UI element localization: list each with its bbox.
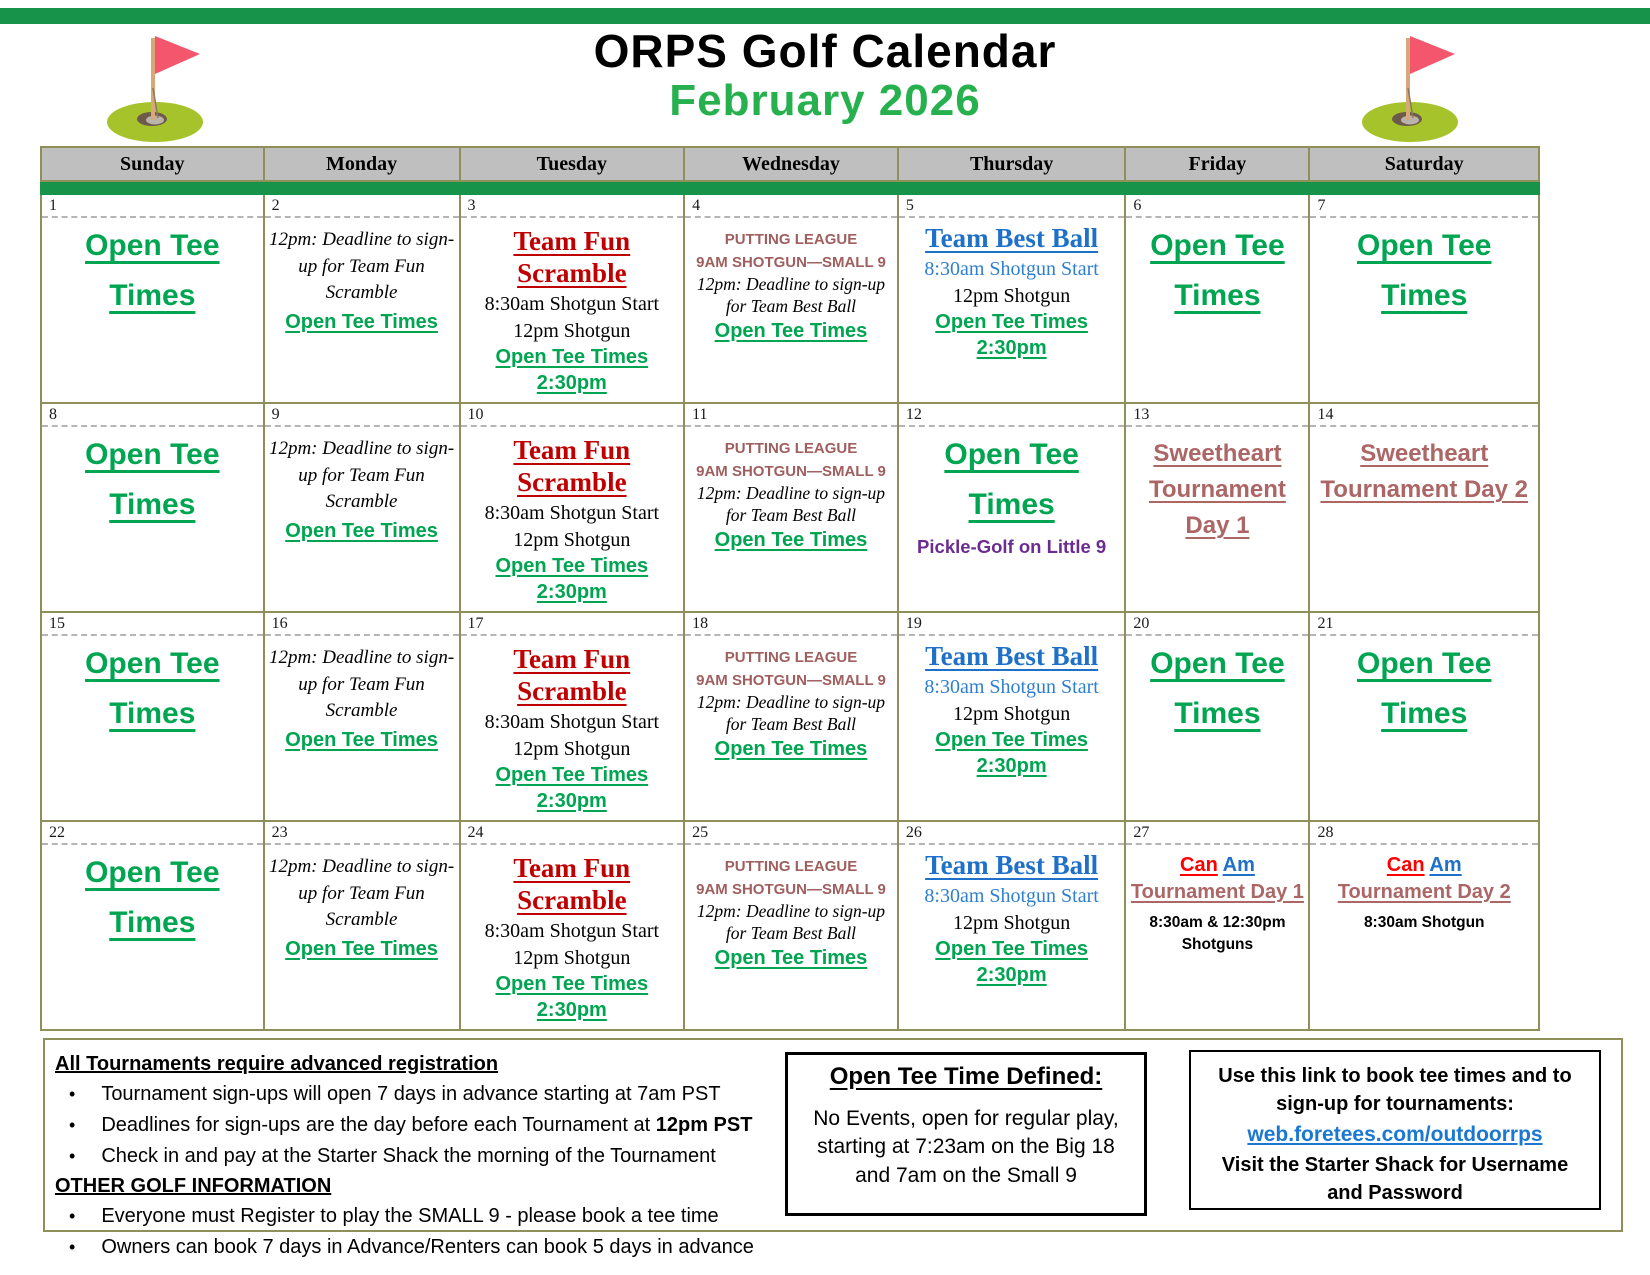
day-cell-content [1310, 636, 1538, 820]
event-line: Open Tee Times [285, 310, 438, 333]
event-line: 12pm: Deadline to sign-up for Team Fun Scramble [268, 647, 455, 722]
event-line: Open Tee Times 2:30pm [495, 345, 649, 394]
day-number: 17 [461, 613, 684, 636]
day-number: 22 [42, 822, 263, 845]
day-number: 2 [265, 195, 459, 218]
day-cell-1 [42, 195, 263, 402]
golf-flag-icon [1355, 30, 1465, 142]
day-number: 4 [685, 195, 897, 218]
day-cell-content [1126, 427, 1308, 611]
day-cell-27 [1126, 822, 1308, 1029]
day-number: 16 [265, 613, 459, 636]
page-subtitle: February 2026 [669, 75, 981, 125]
event-line: 12pm Shotgun [953, 703, 1071, 726]
info-bullet: • Owners can book 7 days in Advance/Renters can book 5 days in advance [69, 1232, 755, 1263]
calendar-body [42, 195, 1538, 1029]
registration-bullet-list [55, 1079, 755, 1172]
day-cell-20 [1126, 613, 1308, 820]
day-cell-content [1310, 427, 1538, 611]
event-line: Pickle-Golf on Little 9 [917, 536, 1107, 557]
day-number: 8 [42, 404, 263, 427]
day-cell-12 [899, 404, 1125, 611]
day-number: 19 [899, 613, 1125, 636]
day-number: 24 [461, 822, 684, 845]
event-line: Open Tee Times [285, 728, 438, 751]
day-number: 1 [42, 195, 263, 218]
event-segment: Can [1386, 854, 1425, 876]
day-cell-content [1126, 218, 1308, 402]
header [0, 26, 1650, 144]
day-cell-content [899, 845, 1125, 1029]
defined-box-body: No Events, open for regular play, starting at 7:23am on the Big 18 and 7am on the Small 9 [813, 1107, 1119, 1187]
weekday-header-thursday: Thursday [899, 148, 1125, 180]
day-cell-2 [265, 195, 459, 402]
day-cell-3 [461, 195, 684, 402]
day-cell-16 [265, 613, 459, 820]
day-cell-content [42, 427, 263, 611]
event-line: Open Tee Times [285, 937, 438, 960]
event-line: Open Tee Times [85, 438, 220, 521]
top-green-bar [0, 8, 1650, 24]
day-cell-content [265, 427, 459, 611]
day-number: 20 [1126, 613, 1308, 636]
event-line: 12pm: Deadline to sign-up for Team Best Ball [696, 692, 886, 734]
event-line: 8:30am Shotgun Start [924, 258, 1099, 281]
event-line [1128, 848, 1306, 879]
event-line: Open Tee Times [714, 737, 868, 760]
day-cell-content [265, 218, 459, 402]
day-cell-content [42, 218, 263, 402]
other-info-bullet-list [55, 1201, 755, 1263]
day-cell-content [685, 636, 897, 820]
event-line: PUTTING LEAGUE [724, 231, 858, 248]
event-line: Team Best Ball [925, 850, 1099, 880]
day-cell-content [265, 845, 459, 1029]
weekday-header-wednesday: Wednesday [685, 148, 897, 180]
weekday-header-monday: Monday [265, 148, 459, 180]
day-cell-9 [265, 404, 459, 611]
day-cell-21 [1310, 613, 1538, 820]
event-line: 9AM SHOTGUN—SMALL 9 [696, 462, 886, 480]
day-cell-14 [1310, 404, 1538, 611]
weekday-header-sunday: Sunday [42, 148, 263, 180]
event-line: Open Tee Times [85, 647, 220, 730]
weekday-header-tuesday: Tuesday [461, 148, 684, 180]
day-cell-8 [42, 404, 263, 611]
day-cell-19 [899, 613, 1125, 820]
event-segment: Am [1222, 854, 1255, 876]
event-line: Team Best Ball [925, 223, 1099, 253]
day-cell-24 [461, 822, 684, 1029]
event-line: Open Tee Times [944, 438, 1079, 521]
event-line [1312, 848, 1536, 879]
booking-link-box [1189, 1050, 1601, 1210]
week-row-2 [42, 404, 1538, 611]
info-bullet: • Deadlines for sign-ups are the day before each Tournament at 12pm PST [69, 1110, 755, 1141]
event-line: Open Tee Times [1356, 647, 1492, 730]
event-line: 12pm Shotgun [513, 946, 631, 969]
week-row-4 [42, 822, 1538, 1029]
day-cell-25 [685, 822, 897, 1029]
day-cell-content [461, 427, 684, 611]
day-cell-17 [461, 613, 684, 820]
event-line: 12pm: Deadline to sign-up for Team Fun Scramble [268, 438, 455, 513]
day-cell-content [461, 845, 684, 1029]
event-line: Team Best Ball [925, 641, 1099, 671]
info-bullet: • Everyone must Register to play the SMALL 9 - please book a tee time [69, 1201, 755, 1232]
day-cell-content [265, 636, 459, 820]
day-number: 9 [265, 404, 459, 427]
day-cell-content [899, 218, 1125, 402]
event-line: Open Tee Times 2:30pm [495, 763, 649, 812]
event-line: Open Tee Times 2:30pm [935, 938, 1088, 987]
day-cell-4 [685, 195, 897, 402]
info-bullet: • Check in and pay at the Starter Shack the morning of the Tournament [69, 1141, 755, 1172]
event-line: Open Tee Times [714, 946, 868, 969]
event-line: 12pm: Deadline to sign-up for Team Fun Scramble [268, 229, 455, 304]
day-cell-content [685, 427, 897, 611]
day-cell-content [685, 845, 897, 1029]
event-line: Tournament Day 1 [1130, 881, 1304, 903]
day-number: 11 [685, 404, 897, 427]
day-cell-5 [899, 195, 1125, 402]
day-number: 23 [265, 822, 459, 845]
event-line: 12pm: Deadline to sign-up for Team Best Ball [696, 274, 886, 316]
event-line: 9AM SHOTGUN—SMALL 9 [696, 253, 886, 271]
day-number: 13 [1126, 404, 1308, 427]
day-number: 15 [42, 613, 263, 636]
event-line: 8:30am Shotgun Start [924, 676, 1099, 699]
day-cell-content [461, 218, 684, 402]
event-line: 12pm: Deadline to sign-up for Team Best Ball [696, 483, 886, 525]
day-cell-content [42, 845, 263, 1029]
day-cell-13 [1126, 404, 1308, 611]
event-line: 12pm Shotgun [513, 737, 631, 760]
day-number: 14 [1310, 404, 1538, 427]
event-line: Open Tee Times [1150, 229, 1285, 312]
info-bullet: • Tournament sign-ups will open 7 days in advance starting at 7am PST [69, 1079, 755, 1110]
day-number: 6 [1126, 195, 1308, 218]
event-line: PUTTING LEAGUE [724, 649, 858, 666]
day-cell-content [1126, 636, 1308, 820]
day-cell-18 [685, 613, 897, 820]
event-line: 8:30am Shotgun Start [484, 501, 660, 524]
event-line: 12pm Shotgun [513, 528, 631, 551]
event-line: Tournament Day 2 [1337, 881, 1511, 903]
event-line: Open Tee Times [85, 229, 220, 312]
event-segment: Can [1180, 854, 1218, 876]
event-line: Open Tee Times [85, 856, 220, 939]
day-number: 10 [461, 404, 684, 427]
event-line: Open Tee Times 2:30pm [495, 972, 649, 1021]
page-title: ORPS Golf Calendar [593, 25, 1057, 77]
day-cell-content [685, 218, 897, 402]
event-line: 8:30am Shotgun Start [484, 710, 660, 733]
weekday-header-friday: Friday [1126, 148, 1308, 180]
event-line: Team Fun Scramble [513, 435, 631, 498]
link-box-note: Visit the Starter Shack for Username and Password [1221, 1154, 1569, 1205]
foretees-link[interactable]: web.foretees.com/outdoorrps [1247, 1123, 1543, 1146]
event-line: Team Fun Scramble [513, 644, 631, 707]
event-line: 8:30am Shotgun Start [924, 885, 1099, 908]
day-cell-content [1126, 845, 1308, 1029]
event-line: 8:30am Shotgun [1363, 914, 1485, 931]
event-line: Sweetheart Tournament Day 2 [1320, 440, 1529, 503]
defined-box-title: Open Tee Time Defined: [829, 1063, 1103, 1090]
day-cell-11 [685, 404, 897, 611]
day-cell-content [1310, 845, 1538, 1029]
event-line: Team Fun Scramble [513, 853, 631, 916]
week-row-1 [42, 195, 1538, 402]
event-line: 12pm Shotgun [953, 285, 1071, 308]
day-number: 21 [1310, 613, 1538, 636]
event-line: Open Tee Times [714, 319, 868, 342]
day-number: 5 [899, 195, 1125, 218]
calendar-table [40, 146, 1540, 1031]
event-line: Open Tee Times [714, 528, 868, 551]
day-cell-content [1310, 218, 1538, 402]
event-line: Open Tee Times 2:30pm [935, 311, 1088, 360]
event-line: 8:30am Shotgun Start [484, 919, 660, 942]
day-number: 7 [1310, 195, 1538, 218]
info-heading-other: OTHER GOLF INFORMATION [55, 1175, 332, 1197]
day-number: 12 [899, 404, 1125, 427]
day-cell-content [899, 636, 1125, 820]
event-line: Open Tee Times [1356, 229, 1492, 312]
event-line: Open Tee Times [1150, 647, 1285, 730]
weekday-header-row [42, 148, 1538, 180]
event-line: 8:30am & 12:30pm Shotguns [1149, 914, 1286, 954]
day-cell-7 [1310, 195, 1538, 402]
event-line: Team Fun Scramble [513, 226, 631, 289]
day-number: 27 [1126, 822, 1308, 845]
day-cell-10 [461, 404, 684, 611]
open-tee-time-defined-box [785, 1052, 1147, 1216]
event-line: PUTTING LEAGUE [724, 440, 858, 457]
day-number: 25 [685, 822, 897, 845]
footer [43, 1038, 1623, 1258]
day-cell-26 [899, 822, 1125, 1029]
day-cell-content [42, 636, 263, 820]
tournament-info-section [45, 1040, 755, 1258]
event-line: PUTTING LEAGUE [724, 858, 858, 875]
event-line: 12pm: Deadline to sign-up for Team Fun Scramble [268, 856, 455, 931]
event-line: Open Tee Times [285, 519, 438, 542]
green-divider-bar [40, 182, 1540, 195]
day-cell-6 [1126, 195, 1308, 402]
event-line: 12pm: Deadline to sign-up for Team Best Ball [696, 901, 886, 943]
day-number: 26 [899, 822, 1125, 845]
day-cell-28 [1310, 822, 1538, 1029]
day-number: 28 [1310, 822, 1538, 845]
event-line: Open Tee Times 2:30pm [495, 554, 649, 603]
weekday-header-saturday: Saturday [1310, 148, 1538, 180]
day-cell-22 [42, 822, 263, 1029]
event-line: Open Tee Times 2:30pm [935, 729, 1088, 778]
event-line: 9AM SHOTGUN—SMALL 9 [696, 880, 886, 898]
week-row-3 [42, 613, 1538, 820]
day-cell-15 [42, 613, 263, 820]
info-heading-registration: All Tournaments require advanced registration [55, 1053, 499, 1075]
event-line: 9AM SHOTGUN—SMALL 9 [696, 671, 886, 689]
day-cell-23 [265, 822, 459, 1029]
event-line: 12pm Shotgun [513, 319, 631, 342]
day-number: 3 [461, 195, 684, 218]
event-line: 12pm Shotgun [953, 912, 1071, 935]
event-line: 8:30am Shotgun Start [484, 292, 660, 315]
day-number: 18 [685, 613, 897, 636]
day-cell-content [899, 427, 1125, 611]
event-segment: Am [1429, 854, 1462, 876]
event-line: Sweetheart Tournament Day 1 [1148, 440, 1286, 539]
day-cell-content [461, 636, 684, 820]
link-box-intro: Use this link to book tee times and to sign-up for tournaments: [1218, 1065, 1572, 1115]
title-block [75, 26, 1575, 124]
